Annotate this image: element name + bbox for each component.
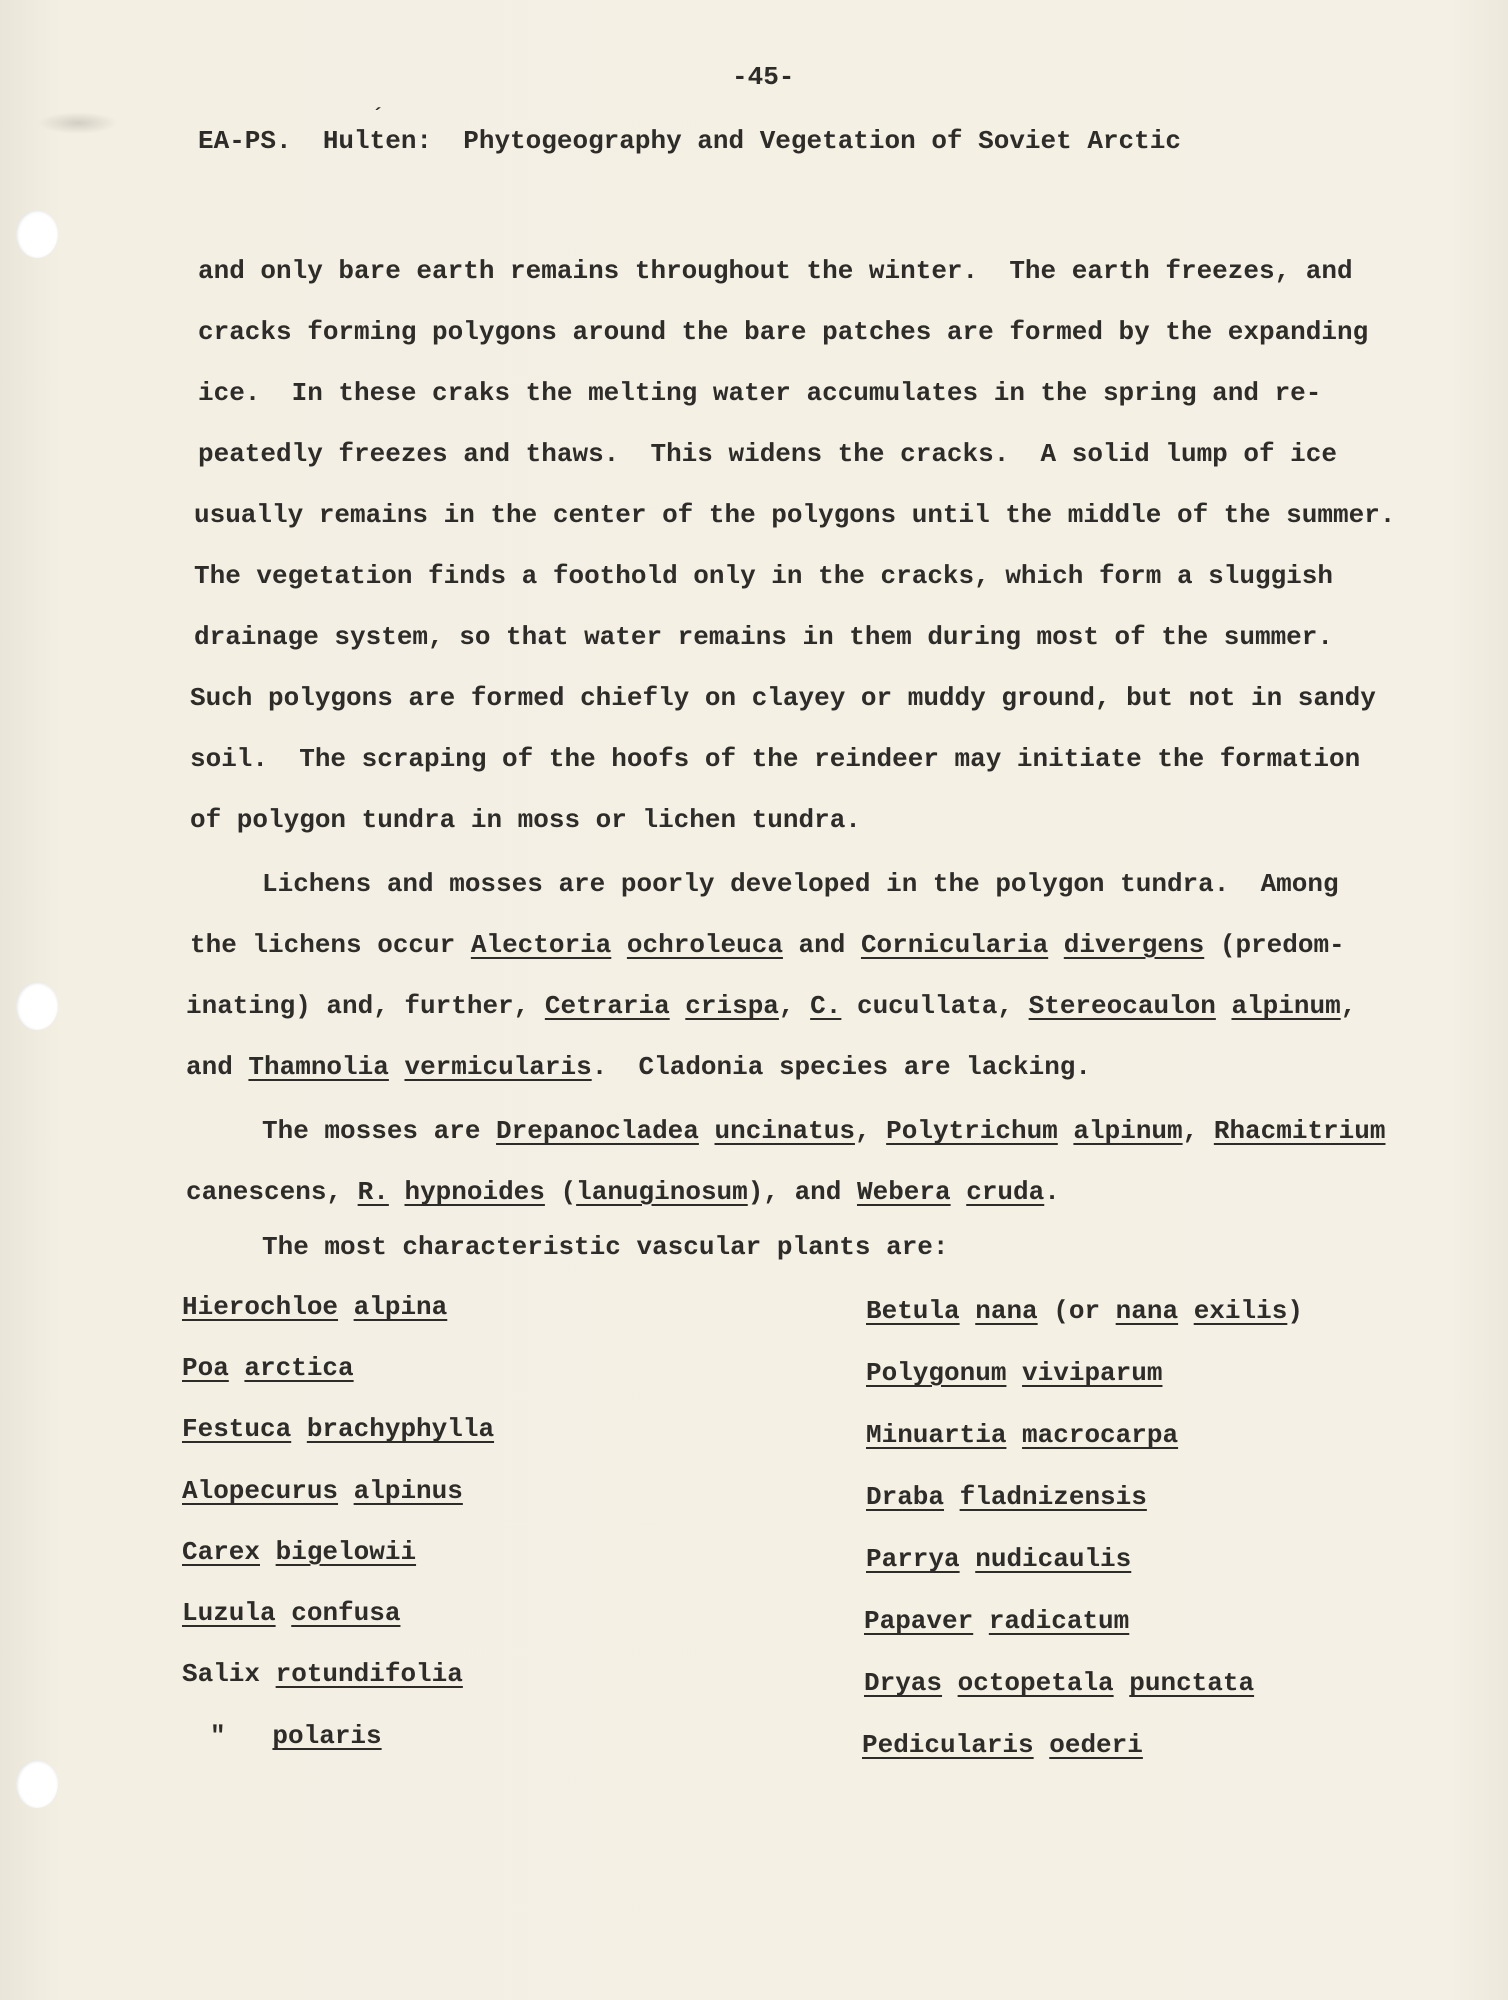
body-line: ice. In these craks the melting water accumulates in the spring and re-	[198, 378, 1322, 408]
plant-entry: Minuartia macrocarpa	[866, 1420, 1179, 1450]
body-line: canescens, R. hypnoides (lanuginosum), and Webera cruda.	[186, 1177, 1060, 1207]
plant-entry: Poa arctica	[182, 1353, 354, 1383]
body-line: usually remains in the center of the polygons until the middle of the summer.	[194, 500, 1396, 530]
body-line: drainage system, so that water remains in them during most of the summer.	[194, 622, 1333, 652]
punch-hole	[16, 982, 58, 1030]
body-line: Lichens and mosses are poorly developed in the polygon tundra. Among	[262, 869, 1339, 899]
plant-entry: Salix rotundifolia	[182, 1659, 463, 1689]
plant-entry: Alopecurus alpinus	[182, 1476, 463, 1506]
punch-hole	[16, 210, 58, 258]
plant-entry: " polaris	[210, 1721, 382, 1751]
body-line: peatedly freezes and thaws. This widens the cracks. A solid lump of ice	[198, 439, 1337, 469]
page-number: -45-	[732, 62, 795, 92]
plant-entry: Polygonum viviparum	[866, 1358, 1163, 1388]
accent-mark: ´	[372, 106, 385, 129]
punch-hole	[16, 1760, 58, 1808]
body-line: Such polygons are formed chiefly on clayey or muddy ground, but not in sandy	[190, 683, 1376, 713]
plant-entry: Pedicularis oederi	[862, 1730, 1143, 1760]
plant-entry: Dryas octopetala punctata	[864, 1668, 1255, 1698]
body-line: soil. The scraping of the hoofs of the reindeer may initiate the formation	[190, 744, 1361, 774]
smudge-mark	[38, 112, 118, 134]
plant-entry: Parrya nudicaulis	[866, 1544, 1132, 1574]
body-line: The vegetation finds a foothold only in the cracks, which form a sluggish	[194, 561, 1333, 591]
plant-entry: Luzula confusa	[182, 1598, 401, 1628]
body-line: inating) and, further, Cetraria crispa, C. cucullata, Stereocaulon alpinum,	[186, 991, 1357, 1021]
plant-entry: Draba fladnizensis	[866, 1482, 1147, 1512]
plant-entry: Betula nana (or nana exilis)	[866, 1296, 1303, 1326]
body-line: The mosses are Drepanocladea uncinatus, Polytrichum alpinum, Rhacmitrium	[262, 1116, 1386, 1146]
list-intro: The most characteristic vascular plants are:	[262, 1232, 949, 1262]
plant-entry: Carex bigelowii	[182, 1537, 417, 1567]
body-line: of polygon tundra in moss or lichen tundra.	[190, 805, 861, 835]
body-line: the lichens occur Alectoria ochroleuca and Cornicularia divergens (predom-	[190, 930, 1345, 960]
plant-entry: Hierochloe alpina	[182, 1292, 448, 1322]
body-line: and Thamnolia vermicularis. Cladonia species are lacking.	[186, 1052, 1091, 1082]
body-line: and only bare earth remains throughout the winter. The earth freezes, and	[198, 256, 1353, 286]
running-head: EA-PS. Hulten: Phytogeography and Vegetation of Soviet Arctic	[198, 126, 1181, 156]
plant-entry: Festuca brachyphylla	[182, 1414, 495, 1444]
plant-entry: Papaver radicatum	[864, 1606, 1130, 1636]
body-line: cracks forming polygons around the bare patches are formed by the expanding	[198, 317, 1369, 347]
